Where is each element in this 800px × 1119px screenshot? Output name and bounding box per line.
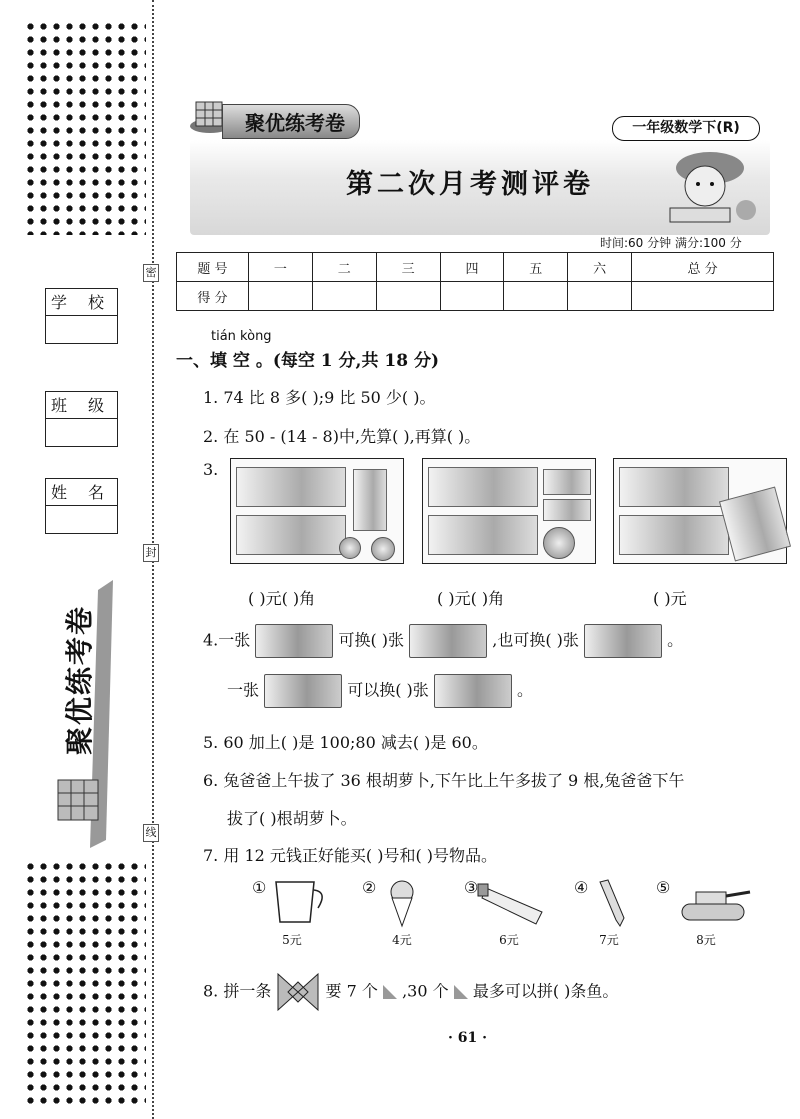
dot-pattern-bottom	[24, 860, 146, 1110]
score-table	[176, 252, 774, 311]
item-number: ④	[574, 878, 589, 897]
item-price: 7元	[599, 933, 619, 947]
banknote-5	[236, 467, 346, 507]
banknote-10-icon	[255, 624, 333, 658]
sidebar-brand-logo	[38, 580, 118, 850]
item-2	[362, 878, 442, 948]
table-cell: 四	[440, 253, 504, 282]
q4-text: ,也可换( )张	[492, 630, 579, 650]
section-pinyin: tián kòng	[211, 329, 272, 344]
score-input[interactable]	[376, 282, 440, 311]
banknote-100-icon	[264, 674, 342, 708]
question-3-number: 3.	[203, 460, 219, 479]
item-4	[574, 878, 644, 948]
question-6-line-1: 6. 兔爸爸上午拔了 36 根胡萝卜,下午比上午多拔了 9 根,兔爸爸下午	[203, 771, 685, 790]
question-3-answer-3: ( )元	[653, 589, 687, 608]
table-row	[177, 282, 774, 311]
time-info: 时间:60 分钟 满分:100 分	[600, 236, 742, 250]
tangram-fish-icon	[276, 972, 320, 1012]
banknote-small	[543, 469, 591, 495]
item-price: 5元	[282, 933, 302, 947]
question-1: 1. 74 比 8 多( );9 比 50 少( )。	[203, 388, 436, 407]
triangle-icon	[454, 985, 468, 999]
score-input[interactable]	[312, 282, 376, 311]
banknote-small	[543, 499, 591, 521]
question-4-line-2	[227, 674, 533, 708]
school-label: 学 校	[46, 289, 117, 316]
class-value[interactable]	[46, 419, 117, 446]
table-cell: 得 分	[177, 282, 249, 311]
item-number: ②	[362, 878, 377, 897]
class-label: 班 级	[46, 392, 117, 419]
banknote-1	[236, 515, 346, 555]
page-number: · 61 ·	[448, 1030, 487, 1046]
score-input[interactable]	[440, 282, 504, 311]
banknote-20	[619, 467, 729, 507]
table-cell: 六	[568, 253, 632, 282]
q8-text: 最多可以拼( )条鱼。	[472, 981, 619, 1001]
item-price: 8元	[696, 933, 716, 947]
banknote-1-icon	[409, 624, 487, 658]
page-title: 第二次月考测评卷	[346, 169, 594, 200]
question-6-line-2: 拔了( )根胡萝卜。	[227, 809, 357, 828]
table-cell: 二	[312, 253, 376, 282]
q4-text: 可以换( )张	[347, 680, 429, 700]
banknote-small	[353, 469, 387, 531]
coin	[543, 527, 575, 559]
table-cell: 三	[376, 253, 440, 282]
binding-mark-mi: 密	[143, 264, 159, 282]
score-input[interactable]	[632, 282, 774, 311]
question-7: 7. 用 12 元钱正好能买( )号和( )号物品。	[203, 846, 498, 865]
item-number: ①	[252, 878, 267, 897]
tank-icon	[656, 878, 756, 928]
banknote-20	[428, 467, 538, 507]
school-value[interactable]	[46, 316, 117, 343]
table-cell: 一	[249, 253, 313, 282]
question-3-answer-2: ( )元( )角	[437, 589, 505, 608]
item-number: ⑤	[656, 878, 671, 897]
q4-text: 4.一张	[203, 630, 251, 650]
item-number: ③	[464, 878, 479, 897]
question-8	[203, 972, 618, 1012]
question-2: 2. 在 50 - (14 - 8)中,先算( ),再算( )。	[203, 427, 481, 446]
item-price: 4元	[392, 933, 412, 947]
table-row	[177, 253, 774, 282]
banknote-5	[428, 515, 538, 555]
school-field[interactable]	[45, 288, 118, 344]
table-cell: 总 分	[632, 253, 774, 282]
table-cell: 五	[504, 253, 568, 282]
coin	[371, 537, 395, 561]
name-field[interactable]	[45, 478, 118, 534]
q8-text: ,30 个	[402, 981, 449, 1001]
sidebar-brand-text: 聚优练考卷	[63, 605, 96, 756]
question-3-answer-1: ( )元( )角	[248, 589, 316, 608]
triangle-icon	[383, 985, 397, 999]
table-cell: 题 号	[177, 253, 249, 282]
banknote-5-icon	[584, 624, 662, 658]
money-group-2	[422, 458, 596, 564]
item-5	[656, 878, 756, 948]
name-value[interactable]	[46, 506, 117, 533]
q4-text: 一张	[227, 680, 260, 700]
question-4-line-1	[203, 624, 683, 658]
q4-text: 。	[667, 630, 684, 650]
score-input[interactable]	[249, 282, 313, 311]
section-title: 一、填 空 。(每空 1 分,共 18 分)	[176, 351, 440, 371]
q8-text: 要 7 个	[325, 981, 378, 1001]
coin	[339, 537, 361, 559]
question-5: 5. 60 加上( )是 100;80 减去( )是 60。	[203, 733, 488, 752]
binding-mark-feng: 封	[143, 544, 159, 562]
q4-text: 。	[516, 680, 533, 700]
banknote-50-icon	[434, 674, 512, 708]
binding-mark-xian: 线	[143, 824, 159, 842]
q8-text: 8. 拼一条	[203, 981, 272, 1001]
item-1	[252, 878, 332, 948]
money-group-1	[230, 458, 404, 564]
grade-badge: 一年级数学下(R)	[612, 116, 760, 141]
girl-reading-illustration	[650, 146, 760, 234]
score-input[interactable]	[568, 282, 632, 311]
banknote-10	[719, 487, 791, 562]
item-price: 6元	[499, 933, 519, 947]
item-3	[464, 878, 554, 948]
money-group-3	[613, 458, 787, 564]
brand-logo-text: 聚优练考卷	[222, 104, 360, 139]
class-field[interactable]	[45, 391, 118, 447]
banknote-20	[619, 515, 729, 555]
dot-pattern-top	[24, 20, 146, 235]
score-input[interactable]	[504, 282, 568, 311]
name-label: 姓 名	[46, 479, 117, 506]
q4-text: 可换( )张	[338, 630, 405, 650]
